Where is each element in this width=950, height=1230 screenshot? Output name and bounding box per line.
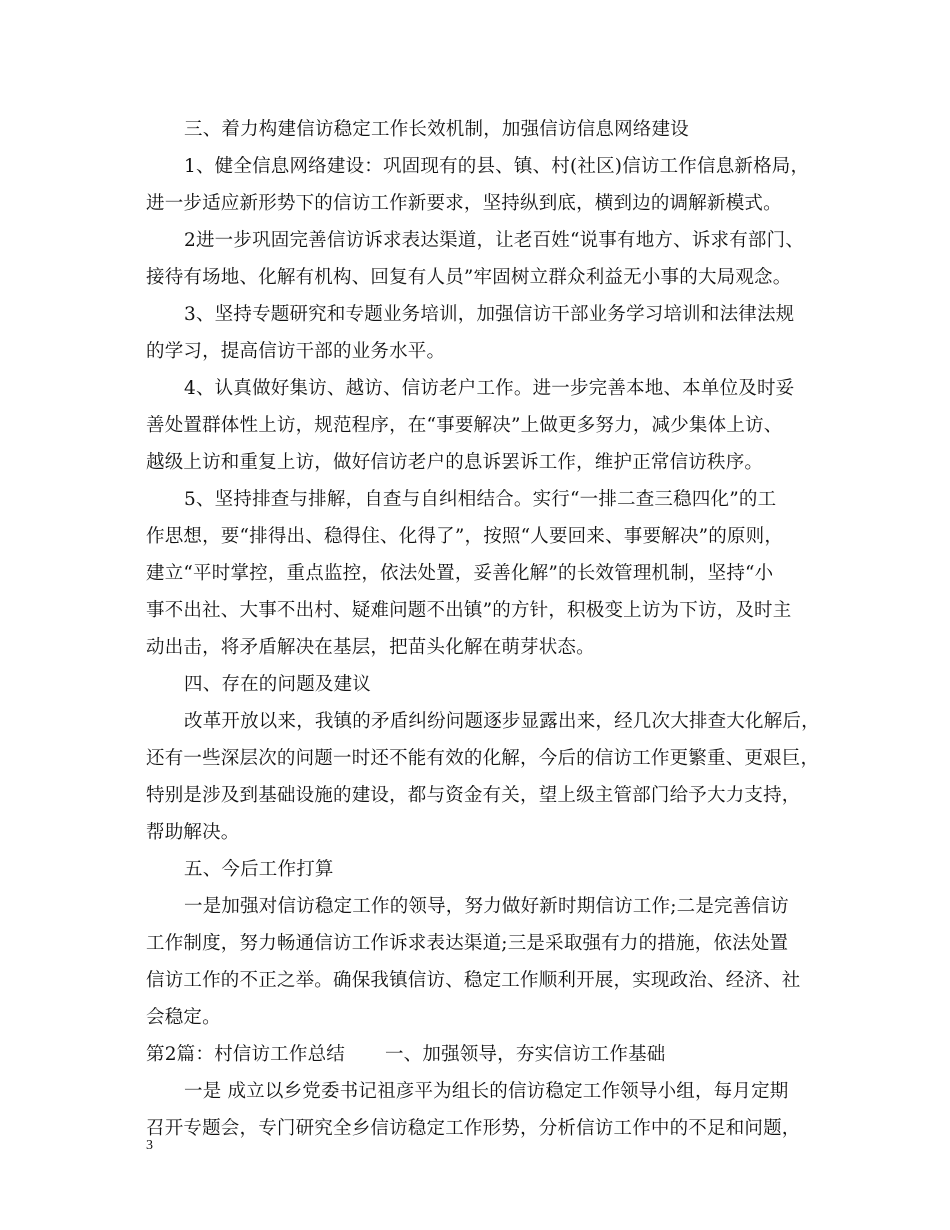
paragraph-line: 帮助解决。 <box>146 822 240 843</box>
paragraph-line: 1、健全信息网络建设：巩固现有的县、镇、村(社区)信访工作信息新格局， <box>184 156 810 177</box>
paragraph-line: 一是 成立以乡党委书记祖彦平为组长的信访稳定工作领导小组，每月定期 <box>184 1081 789 1102</box>
paragraph-line: 改革开放以来，我镇的矛盾纠纷问题逐步显露出来，经几次大排查大化解后， <box>184 711 820 732</box>
paragraph-line: 一是加强对信访稳定工作的领导，努力做好新时期信访工作;二是完善信访 <box>184 896 789 917</box>
chapter-title: 第2篇：村信访工作总结 <box>146 1044 345 1065</box>
chapter-subheading: 一、加强领导，夯实信访工作基础 <box>384 1044 666 1065</box>
paragraph-line: 5、坚持排查与排解，自查与自纠相结合。实行“一排二查三稳四化”的工 <box>184 489 777 510</box>
paragraph-line: 召开专题会，专门研究全乡信访稳定工作形势，分析信访工作中的不足和问题， <box>146 1118 801 1139</box>
chapter-heading-line <box>146 1043 666 1067</box>
paragraph-line: 工作制度，努力畅通信访工作诉求表达渠道;三是采取强有力的措施，依法处置 <box>146 933 789 954</box>
paragraph-line: 特别是涉及到基础设施的建设，都与资金有关，望上级主管部门给予大力支持， <box>146 785 801 806</box>
section-heading-3: 三、着力构建信访稳定工作长效机制，加强信访信息网络建设 <box>184 119 689 140</box>
section-heading-5: 五、今后工作打算 <box>184 859 334 880</box>
paragraph-line: 信访工作的不正之举。确保我镇信访、稳定工作顺利开展，实现政治、经济、社 <box>146 970 801 991</box>
paragraph-line: 3、坚持专题研究和专题业务培训，加强信访干部业务学习培训和法律法规 <box>184 304 795 325</box>
section-heading-4: 四、存在的问题及建议 <box>184 674 372 695</box>
paragraph-line: 还有一些深层次的问题一时还不能有效的化解，今后的信访工作更繁重、更艰巨， <box>146 748 820 769</box>
paragraph-line: 进一步适应新形势下的信访工作新要求，坚持纵到底，横到边的调解新模式。 <box>146 193 782 214</box>
page-number: 3 <box>146 1138 153 1153</box>
paragraph-line: 建立“平时掌控，重点监控，依法处置，妥善化解”的长效管理机制，坚持“小 <box>146 563 774 584</box>
paragraph-line: 事不出社、大事不出村、疑难问题不出镇”的方针，积极变上访为下访，及时主 <box>146 600 792 621</box>
paragraph-line: 4、认真做好集访、越访、信访老户工作。进一步完善本地、本单位及时妥 <box>184 378 795 399</box>
paragraph-line: 的学习，提高信访干部的业务水平。 <box>146 341 446 362</box>
paragraph-line: 作思想，要“排得出、稳得住、化得了”，按照“人要回来、事要解决”的原则， <box>146 526 784 547</box>
paragraph-line: 2进一步巩固完善信访诉求表达渠道，让老百姓“说事有地方、诉求有部门、 <box>184 230 805 251</box>
paragraph-line: 接待有场地、化解有机构、回复有人员”牢固树立群众利益无小事的大局观念。 <box>146 267 792 288</box>
paragraph-line: 会稳定。 <box>146 1007 221 1028</box>
paragraph-line: 动出击，将矛盾解决在基层，把苗头化解在萌芽状态。 <box>146 637 595 658</box>
paragraph-line: 善处置群体性上访，规范程序，在“事要解决”上做更多努力，减少集体上访、 <box>146 415 783 436</box>
paragraph-line: 越级上访和重复上访，做好信访老户的息诉罢诉工作，维护正常信访秩序。 <box>146 452 764 473</box>
